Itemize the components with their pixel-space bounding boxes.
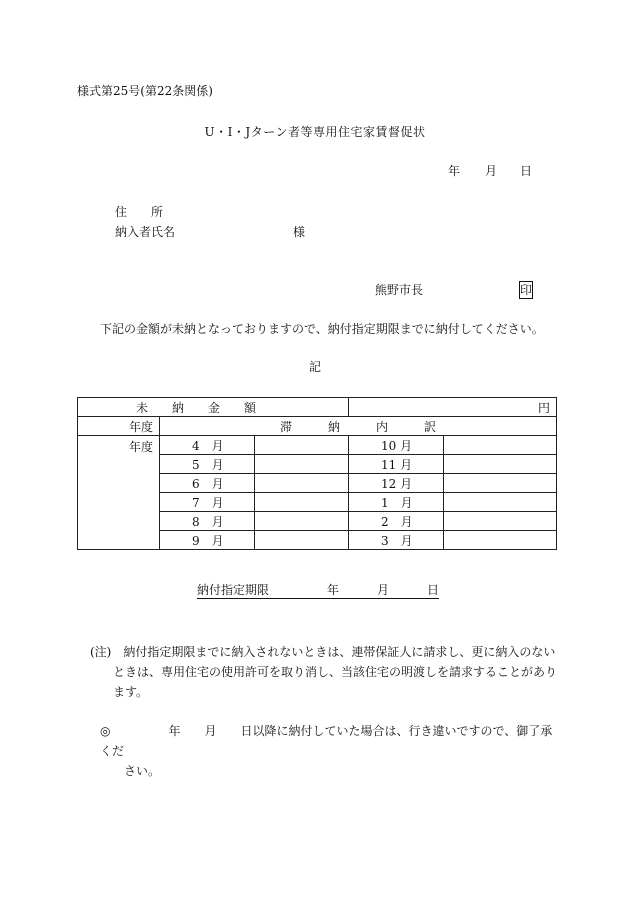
nendo-header: 年度 bbox=[78, 417, 160, 436]
amount-left-cell[interactable] bbox=[255, 512, 349, 531]
deadline-label: 納付指定期限 bbox=[197, 583, 270, 597]
ki-heading: 記 bbox=[308, 360, 321, 374]
month-right-cell: 1 月 bbox=[349, 493, 444, 512]
amount-right-cell[interactable] bbox=[444, 512, 557, 531]
honorific-sama: 様 bbox=[293, 225, 306, 239]
amount-left-cell[interactable] bbox=[255, 436, 349, 455]
note-line-2: ときは、専用住宅の使用許可を取り消し、当該住宅の明渡しを請求することがあり bbox=[113, 665, 558, 679]
month-left-cell: 8 月 bbox=[160, 512, 255, 531]
month-right-cell: 2 月 bbox=[349, 512, 444, 531]
note-line-1: (注) 納付指定期限までに納入されないときは、連帯保証人に請求し、更に納入のない bbox=[90, 645, 556, 659]
unpaid-amount-label: 未 納 金 額 bbox=[78, 398, 349, 417]
date-year: 年 bbox=[448, 164, 461, 178]
table-row bbox=[78, 436, 557, 455]
final-year: 年 bbox=[168, 724, 181, 738]
month-left-cell: 4 月 bbox=[160, 436, 255, 455]
month-left-cell: 5 月 bbox=[160, 455, 255, 474]
amount-right-cell[interactable] bbox=[444, 455, 557, 474]
payment-deadline bbox=[197, 584, 439, 599]
address-label: 住 所 bbox=[115, 205, 164, 219]
amount-left-cell[interactable] bbox=[255, 531, 349, 550]
double-circle-icon: ◎ bbox=[100, 724, 111, 738]
date-month: 月 bbox=[485, 164, 498, 178]
final-note bbox=[100, 721, 560, 781]
amount-left-cell[interactable] bbox=[255, 474, 349, 493]
mayor-title: 熊野市長 bbox=[375, 283, 424, 297]
note-block bbox=[90, 642, 560, 702]
month-left-cell: 7 月 bbox=[160, 493, 255, 512]
amount-right-cell[interactable] bbox=[444, 474, 557, 493]
deadline-month: 月 bbox=[377, 583, 390, 597]
month-left-cell: 6 月 bbox=[160, 474, 255, 493]
month-right-cell: 10 月 bbox=[349, 436, 444, 455]
final-text-2: さい。 bbox=[124, 764, 161, 778]
document-title: U・I・Jターン者等専用住宅家賃督促状 bbox=[204, 125, 426, 139]
payer-name-label: 納入者氏名 bbox=[115, 225, 176, 239]
breakdown-header-row bbox=[78, 417, 557, 436]
breakdown-header: 滞 納 内 訳 bbox=[160, 417, 557, 436]
month-right-cell: 11 月 bbox=[349, 455, 444, 474]
month-right-cell: 3 月 bbox=[349, 531, 444, 550]
yen-unit: 円 bbox=[349, 398, 557, 417]
amount-right-cell[interactable] bbox=[444, 493, 557, 512]
month-right-cell: 12 月 bbox=[349, 474, 444, 493]
month-left-cell: 9 月 bbox=[160, 531, 255, 550]
date-day: 日 bbox=[520, 164, 533, 178]
nendo-cell: 年度 bbox=[78, 436, 160, 550]
form-number: 様式第25号(第22条関係) bbox=[77, 84, 213, 98]
amount-right-cell[interactable] bbox=[444, 531, 557, 550]
amount-left-cell[interactable] bbox=[255, 455, 349, 474]
notice-text: 下記の金額が未納となっておりますので、納付指定期限までに納付してください。 bbox=[100, 322, 544, 336]
amount-left-cell[interactable] bbox=[255, 493, 349, 512]
unpaid-amount-row bbox=[78, 398, 557, 417]
final-text-1: 日以降に納付していた場合は、行き違いですので、御了承くだ bbox=[100, 724, 553, 758]
seal-mark: 印 bbox=[520, 283, 533, 297]
deadline-day: 日 bbox=[427, 583, 440, 597]
amount-right-cell[interactable] bbox=[444, 436, 557, 455]
final-month: 月 bbox=[204, 724, 217, 738]
note-line-3: ます。 bbox=[113, 685, 149, 699]
arrears-table bbox=[77, 397, 557, 550]
deadline-year: 年 bbox=[327, 583, 340, 597]
